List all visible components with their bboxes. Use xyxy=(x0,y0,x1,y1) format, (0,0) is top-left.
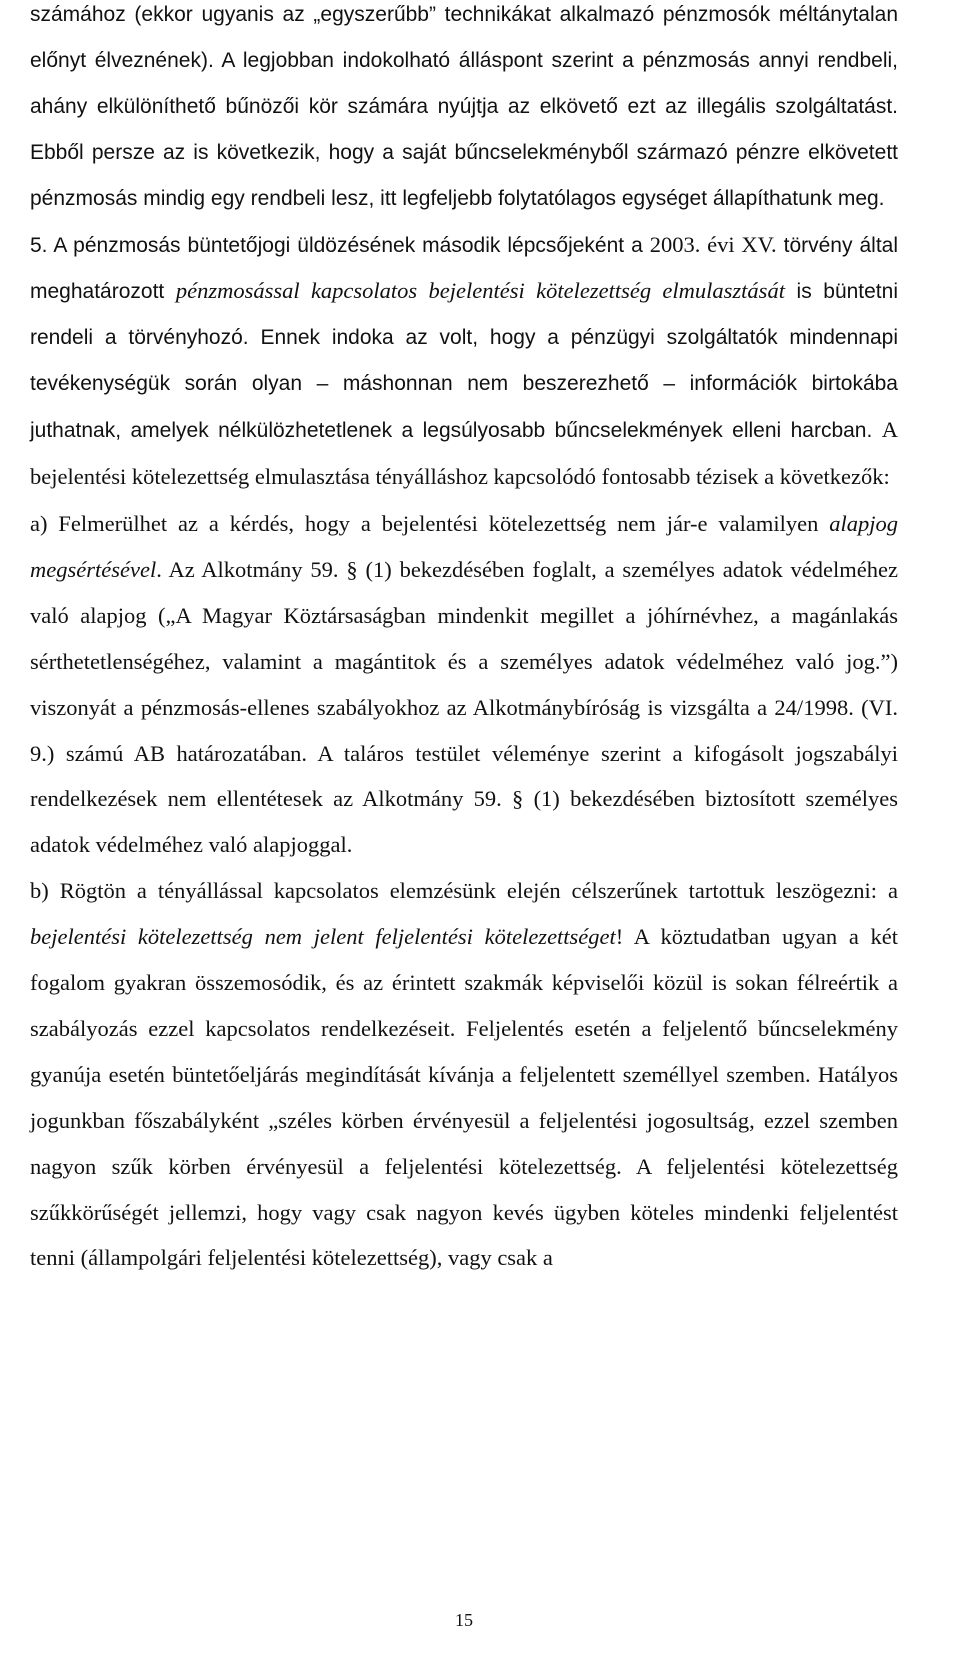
emphasis-text: bejelentési kötelezettség nem jelent feljelentési kötelezettséget xyxy=(30,924,616,950)
paragraph-3 xyxy=(30,501,898,868)
paragraph-4 xyxy=(30,868,898,1281)
text-segment: . Az Alkotmány 59. § (1) bekezdésében foglalt, a személyes adatok védelméhez való alapjog („A Magyar Köztársaságban mindenkit megillet a jóhírnévhez, a magánlakás sérthetetlenségéhez, valamint a magántitok és a személyes adatok védelméhez való jog.”) viszonyát a pénzmosás-ellenes szabályokhoz az Alkotmánybíróság is vizsgálta a 24/1998. (VI. 9.) számú AB határozatában. A taláros testület véleménye szerint a kifogásolt jogszabályi rendelkezések nem ellentétesek az Alkotmány 59. § (1) bekezdésében biztosított személyes adatok védelméhez való alapjoggal. xyxy=(30,556,898,858)
text-segment: törvény által meghatározott xyxy=(30,233,898,304)
page-number: 15 xyxy=(455,1610,473,1630)
text-segment: 5. A pénzmosás büntetőjogi üldözésének második lépcsőjeként a xyxy=(30,233,650,257)
text-segment: a) Felmerülhet az a kérdés, hogy a bejelentési kötelezettség nem jár-e valamilyen xyxy=(30,510,830,536)
text-segment: A bejelentési kötelezettség elmulasztása tényálláshoz kapcsolódó fontosabb tézisek a következők: xyxy=(30,417,898,490)
text-segment: számához (ekkor ugyanis az „egyszerűbb” technikákat alkalmazó pénzmosók méltánytalan előnyt élveznének). A legjobban indokolható álláspont szerint a pénzmosás annyi rendbeli, ahány elkülöníthető bűnözői kör számára nyújtja az elkövető ezt az illegális szolgáltatást. Ebből persze az is következik, hogy a saját bűncselekményből származó pénzre elkövetett pénzmosás mindig egy rendbeli lesz, itt legfeljebb folytatólagos egységet állapíthatunk meg. xyxy=(30,3,898,210)
paragraph-2 xyxy=(30,222,898,501)
text-segment: is büntetni rendeli a törvényhozó. Ennek indoka az volt, hogy a pénzügyi szolgáltatók mindennapi tevékenységük során olyan – máshonnan nem beszerezhető – információk birtokába juthatnak, amelyek nélkülözhetetlenek a legsúlyosabb bűncselekmények elleni harcban. xyxy=(30,280,898,443)
document-body xyxy=(30,0,898,1281)
text-segment: b) Rögtön a tényállással kapcsolatos elemzésünk elején célszerűnek tartottuk leszögezni: a xyxy=(30,878,898,904)
paragraph-1 xyxy=(30,0,898,222)
emphasis-text: alapjog megsértésével xyxy=(30,510,898,582)
text-segment: ! A köztudatban ugyan a két fogalom gyakran összemosódik, és az érintett szakmák képviselői közül is sokan félreértik a szabályozás ezzel kapcsolatos rendelkezéseit. Feljelentés esetén a feljelentő bűncselekmény gyanúja esetén büntetőeljárás megindítását kívánja a feljelentett személlyel szemben. Hatályos jogunkban főszabályként „széles körben érvényesül a feljelentési jogosultság, ezzel szemben nagyon szűk körben érvényesül a feljelentési kötelezettség. A feljelentési kötelezettség szűkkörűségét jellemzi, hogy vagy csak nagyon kevés ügyben köteles mindenki feljelentést tenni (állampolgári feljelentési kötelezettség), vagy csak a xyxy=(30,924,898,1271)
document-page xyxy=(30,0,898,1670)
emphasis-text: pénzmosással kapcsolatos bejelentési kötelezettség elmulasztását xyxy=(175,278,785,304)
text-segment: 2003. évi XV. xyxy=(649,231,777,257)
